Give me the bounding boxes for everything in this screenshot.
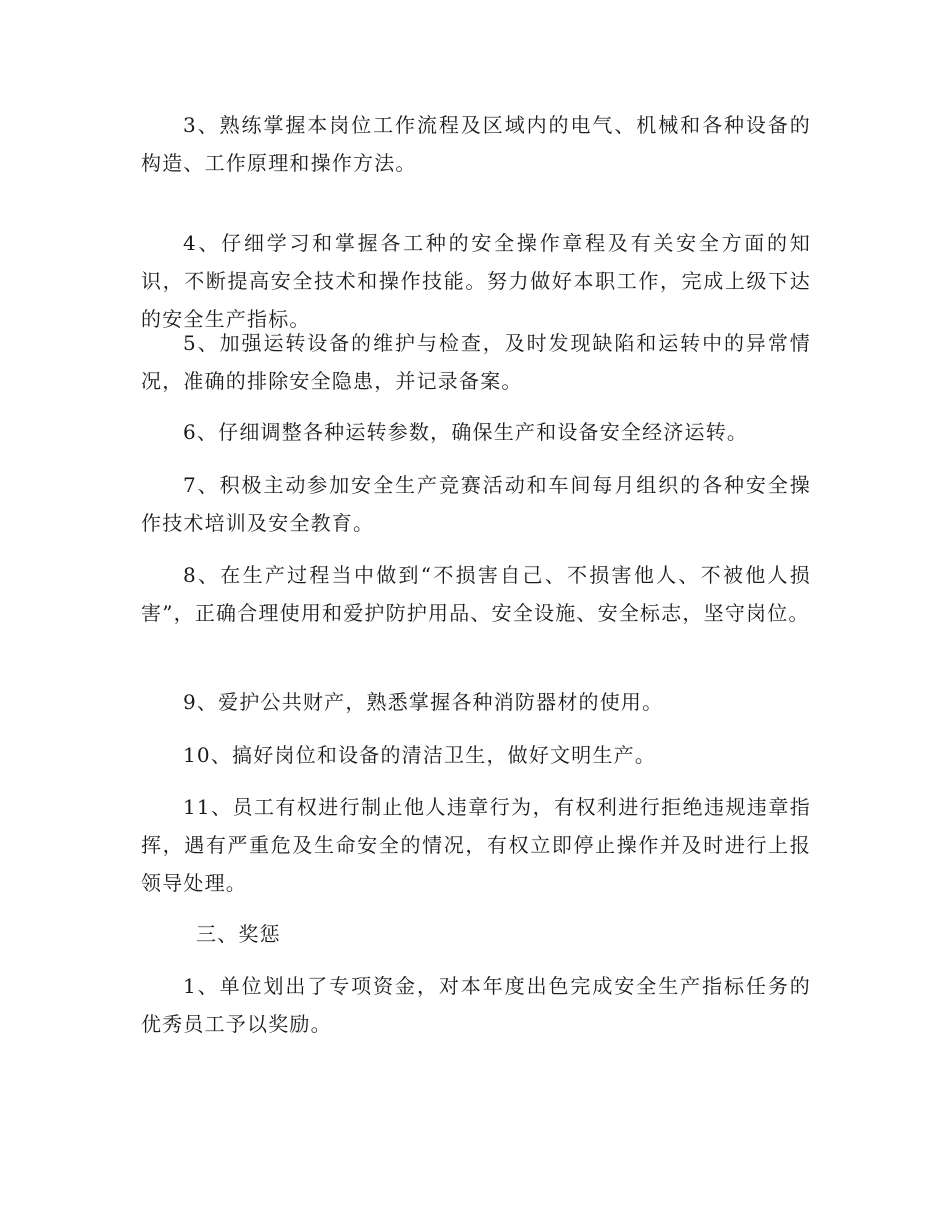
- paragraph-item-8: 8、在生产过程当中做到“不损害自己、不损害他人、不被他人损害”，正确合理使用和爱护防护用品、安全设施、安全标志，坚守岗位。: [141, 563, 811, 625]
- paragraph-item-9: 9、爱护公共财产，熟悉掌握各种消防器材的使用。: [183, 690, 664, 714]
- paragraph-item-7: 7、积极主动参加安全生产竞赛活动和车间每月组织的各种安全操作技术培训及安全教育。: [141, 473, 811, 535]
- paragraph-reward-1: 1、单位划出了专项资金，对本年度出色完成安全生产指标任务的优秀员工予以奖励。: [141, 974, 811, 1036]
- section-heading: 三、奖惩: [196, 922, 281, 946]
- paragraph-item-3: 3、熟练掌握本岗位工作流程及区域内的电气、机械和各种设备的构造、工作原理和操作方法。: [141, 113, 811, 175]
- paragraph-item-6: 6、仔细调整各种运转参数，确保生产和设备安全经济运转。: [183, 420, 749, 444]
- paragraph-item-4: 4、仔细学习和掌握各工种的安全操作章程及有关安全方面的知识，不断提高安全技术和操作技能。努力做好本职工作，完成上级下达的安全生产指标。: [141, 231, 811, 331]
- paragraph-item-10: 10、搞好岗位和设备的清洁卫生，做好文明生产。: [183, 743, 657, 767]
- paragraph-item-11: 11、员工有权进行制止他人违章行为，有权利进行拒绝违规违章指挥，遇有严重危及生命安全的情况，有权立即停止操作并及时进行上报领导处理。: [141, 795, 811, 895]
- paragraph-item-5: 5、加强运转设备的维护与检查，及时发现缺陷和运转中的异常情况，准确的排除安全隐患，并记录备案。: [141, 331, 811, 393]
